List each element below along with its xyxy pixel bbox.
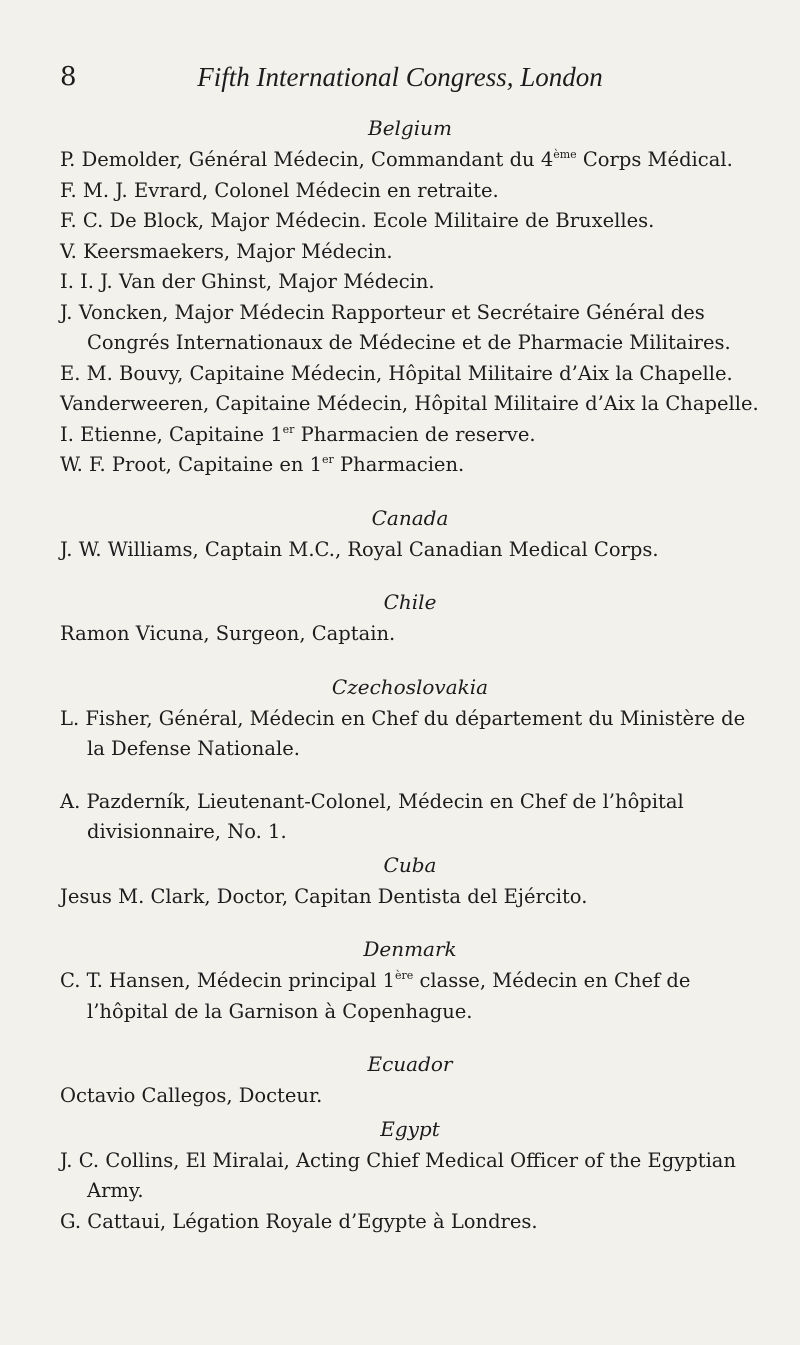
list-item: I. Etienne, Capitaine 1er Pharmacien de reserve. [60, 422, 536, 446]
page-header [0, 62, 800, 98]
list-item: Jesus M. Clark, Doctor, Capitan Dentista del Ejército. [60, 884, 588, 908]
list-item: Ramon Vicuna, Surgeon, Captain. [60, 622, 396, 645]
list-item: E. M. Bouvy, Capitaine Médecin, Hôpital Militaire d’Aix la Chapelle. [60, 361, 733, 385]
list-item: J. C. Collins, El Miralai, Acting Chief Medical Officer of the Egyptian Army. [60, 1148, 736, 1202]
list-item: I. I. J. Van der Ghinst, Major Médecin. [60, 270, 435, 293]
list-item: G. Cattaui, Légation Royale d’Egypte à Londres. [60, 1209, 538, 1233]
list-item: P. Demolder, Général Médecin, Commandant du 4ème Corps Médical. [60, 148, 733, 171]
document-body [60, 113, 760, 1237]
country-heading-denmark: Denmark [363, 937, 457, 961]
country-heading-ecuador: Ecuador [367, 1052, 453, 1076]
country-heading-chile: Chile [383, 590, 437, 614]
list-item: A. Pazderník, Lieutenant-Colonel, Médecin en Chef de l’hôpital divisionnaire, No. 1. [60, 789, 684, 843]
country-heading-egypt: Egypt [380, 1116, 440, 1141]
list-item: C. T. Hansen, Médecin principal 1ère classe, Médecin en Chef de l’hôpital de la Garnison à Copenhague. [60, 969, 691, 1023]
running-title: Fifth International Congress, London [197, 62, 603, 92]
list-item: F. C. De Block, Major Médecin. Ecole Militaire de Bruxelles. [60, 209, 655, 232]
list-item: V. Keersmaekers, Major Médecin. [60, 239, 393, 263]
country-heading-belgium: Belgium [368, 116, 452, 140]
list-item: W. F. Proot, Capitaine en 1er Pharmacien. [60, 453, 465, 476]
list-item: Vanderweeren, Capitaine Médecin, Hôpital Militaire d’Aix la Chapelle. [60, 392, 759, 415]
list-item: Octavio Callegos, Docteur. [60, 1084, 323, 1107]
list-item: J. W. Williams, Captain M.C., Royal Canadian Medical Corps. [60, 537, 659, 561]
country-heading-canada: Canada [371, 505, 449, 530]
list-item: J. Voncken, Major Médecin Rapporteur et Secrétaire Général des Congrés Internationaux de Médecine et de Pharmacie Militaires. [60, 300, 731, 354]
country-heading-cuba: Cuba [383, 852, 437, 877]
list-item: F. M. J. Evrard, Colonel Médecin en retraite. [60, 178, 499, 202]
page-number: 8 [60, 62, 77, 92]
country-heading-czechoslovakia: Czechoslovakia [331, 674, 489, 699]
list-item: L. Fisher, Général, Médecin en Chef du département du Ministère de la Defense Nationale. [60, 706, 746, 760]
